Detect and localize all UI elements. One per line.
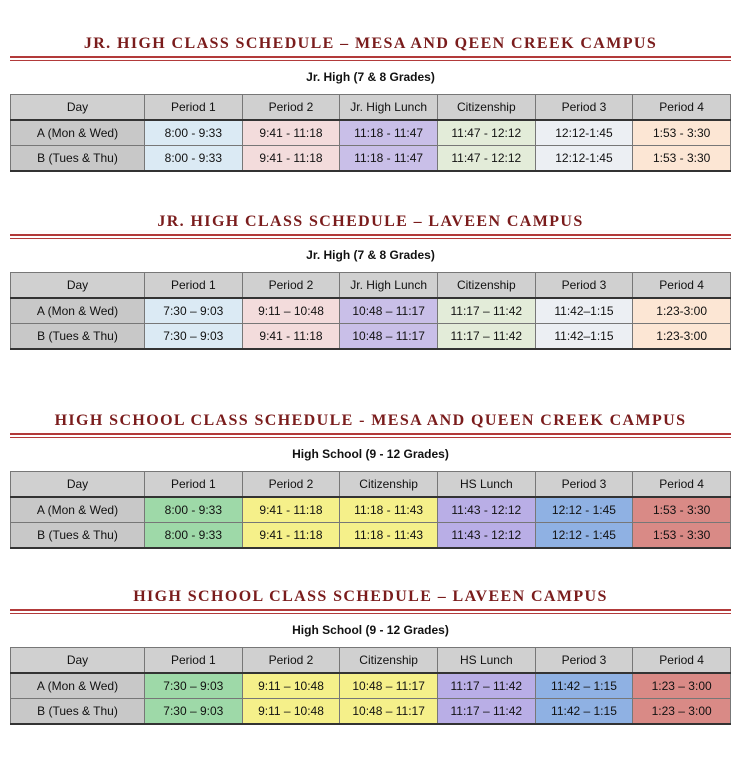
header-cell: Period 4 [633, 273, 731, 299]
table-row [11, 120, 731, 146]
title-rule [10, 56, 731, 58]
time-cell: 10:48 – 11:17 [340, 324, 438, 350]
time-cell: 11:18 - 11:43 [340, 523, 438, 549]
time-cell: 11:17 – 11:42 [437, 699, 535, 725]
section-title: JR. HIGH CLASS SCHEDULE – LAVEEN CAMPUS [157, 213, 584, 230]
header-cell: Period 1 [145, 472, 243, 498]
time-cell: 9:41 - 11:18 [242, 146, 340, 172]
header-cell: Period 1 [145, 648, 243, 674]
day-cell: B (Tues & Thu) [11, 324, 145, 350]
time-cell: 11:18 - 11:47 [340, 146, 438, 172]
header-cell: Citizenship [340, 472, 438, 498]
time-cell: 11:47 - 12:12 [437, 146, 535, 172]
header-cell: Period 2 [242, 472, 340, 498]
header-cell: Citizenship [437, 95, 535, 121]
header-row [11, 472, 731, 498]
header-cell: Citizenship [437, 273, 535, 299]
time-cell: 11:18 - 11:47 [340, 120, 438, 146]
section-title: HIGH SCHOOL CLASS SCHEDULE – LAVEEN CAMPUS [133, 588, 608, 605]
time-cell: 8:00 - 9:33 [145, 120, 243, 146]
table-row [11, 298, 731, 324]
time-cell: 11:47 - 12:12 [437, 120, 535, 146]
header-row [11, 648, 731, 674]
time-cell: 7:30 – 9:03 [145, 298, 243, 324]
time-cell: 1:53 - 3:30 [633, 523, 731, 549]
time-cell: 1:53 - 3:30 [633, 497, 731, 523]
title-rule [10, 433, 731, 435]
schedule-section-hs-laveen [10, 587, 731, 725]
table-row [11, 699, 731, 725]
schedule-section-jr-laveen [10, 212, 731, 350]
day-cell: B (Tues & Thu) [11, 146, 145, 172]
time-cell: 7:30 – 9:03 [145, 324, 243, 350]
header-cell: Period 3 [535, 648, 633, 674]
time-cell: 1:23 – 3:00 [633, 699, 731, 725]
time-cell: 12:12-1:45 [535, 120, 633, 146]
table-caption: Jr. High (7 & 8 Grades) [306, 70, 435, 84]
header-cell: Jr. High Lunch [340, 95, 438, 121]
time-cell: 1:23-3:00 [633, 324, 731, 350]
time-cell: 1:53 - 3:30 [633, 120, 731, 146]
time-cell: 12:12 - 1:45 [535, 523, 633, 549]
time-cell: 1:53 - 3:30 [633, 146, 731, 172]
time-cell: 9:11 – 10:48 [242, 699, 340, 725]
time-cell: 12:12-1:45 [535, 146, 633, 172]
time-cell: 11:42 – 1:15 [535, 673, 633, 699]
time-cell: 10:48 – 11:17 [340, 298, 438, 324]
time-cell: 1:23 – 3:00 [633, 673, 731, 699]
header-cell: Period 4 [633, 648, 731, 674]
header-row [11, 95, 731, 121]
header-cell: HS Lunch [437, 648, 535, 674]
time-cell: 10:48 – 11:17 [340, 699, 438, 725]
header-cell: Period 4 [633, 472, 731, 498]
header-cell: Day [11, 648, 145, 674]
time-cell: 11:18 - 11:43 [340, 497, 438, 523]
table-row [11, 324, 731, 350]
header-cell: Period 3 [535, 273, 633, 299]
time-cell: 10:48 – 11:17 [340, 673, 438, 699]
schedule-table [10, 272, 731, 350]
time-cell: 11:43 - 12:12 [437, 523, 535, 549]
schedule-table [10, 94, 731, 172]
header-cell: Period 2 [242, 273, 340, 299]
day-cell: A (Mon & Wed) [11, 673, 145, 699]
table-row [11, 497, 731, 523]
time-cell: 11:42–1:15 [535, 298, 633, 324]
time-cell: 9:11 – 10:48 [242, 673, 340, 699]
table-caption: Jr. High (7 & 8 Grades) [306, 248, 435, 262]
time-cell: 11:43 - 12:12 [437, 497, 535, 523]
time-cell: 9:41 - 11:18 [242, 497, 340, 523]
header-row [11, 273, 731, 299]
schedule-section-jr-mesa [10, 34, 731, 172]
header-cell: Period 3 [535, 95, 633, 121]
header-cell: Day [11, 95, 145, 121]
table-caption: High School (9 - 12 Grades) [292, 623, 449, 637]
time-cell: 11:42 – 1:15 [535, 699, 633, 725]
table-row [11, 146, 731, 172]
time-cell: 8:00 - 9:33 [145, 146, 243, 172]
table-row [11, 523, 731, 549]
header-cell: Period 1 [145, 273, 243, 299]
header-cell: Period 4 [633, 95, 731, 121]
time-cell: 11:42–1:15 [535, 324, 633, 350]
time-cell: 9:41 - 11:18 [242, 324, 340, 350]
time-cell: 1:23-3:00 [633, 298, 731, 324]
header-cell: Jr. High Lunch [340, 273, 438, 299]
day-cell: B (Tues & Thu) [11, 523, 145, 549]
header-cell: Day [11, 273, 145, 299]
time-cell: 9:41 - 11:18 [242, 120, 340, 146]
header-cell: Citizenship [340, 648, 438, 674]
schedule-section-hs-mesa [10, 411, 731, 549]
header-cell: Period 1 [145, 95, 243, 121]
day-cell: A (Mon & Wed) [11, 298, 145, 324]
time-cell: 8:00 - 9:33 [145, 497, 243, 523]
time-cell: 7:30 – 9:03 [145, 673, 243, 699]
title-rule [10, 234, 731, 236]
header-cell: Period 2 [242, 648, 340, 674]
title-rule [10, 609, 731, 611]
section-title: HIGH SCHOOL CLASS SCHEDULE - MESA AND QUEEN CREEK CAMPUS [54, 412, 687, 429]
day-cell: A (Mon & Wed) [11, 120, 145, 146]
time-cell: 8:00 - 9:33 [145, 523, 243, 549]
table-row [11, 673, 731, 699]
time-cell: 7:30 – 9:03 [145, 699, 243, 725]
time-cell: 12:12 - 1:45 [535, 497, 633, 523]
header-cell: HS Lunch [437, 472, 535, 498]
header-cell: Period 3 [535, 472, 633, 498]
header-cell: Period 2 [242, 95, 340, 121]
schedule-table [10, 471, 731, 549]
header-cell: Day [11, 472, 145, 498]
time-cell: 11:17 – 11:42 [437, 298, 535, 324]
section-title: JR. HIGH CLASS SCHEDULE – MESA AND QEEN CREEK CAMPUS [83, 35, 658, 52]
schedule-table [10, 647, 731, 725]
day-cell: B (Tues & Thu) [11, 699, 145, 725]
time-cell: 9:11 – 10:48 [242, 298, 340, 324]
time-cell: 11:17 – 11:42 [437, 673, 535, 699]
day-cell: A (Mon & Wed) [11, 497, 145, 523]
time-cell: 11:17 – 11:42 [437, 324, 535, 350]
time-cell: 9:41 - 11:18 [242, 523, 340, 549]
table-caption: High School (9 - 12 Grades) [292, 447, 449, 461]
